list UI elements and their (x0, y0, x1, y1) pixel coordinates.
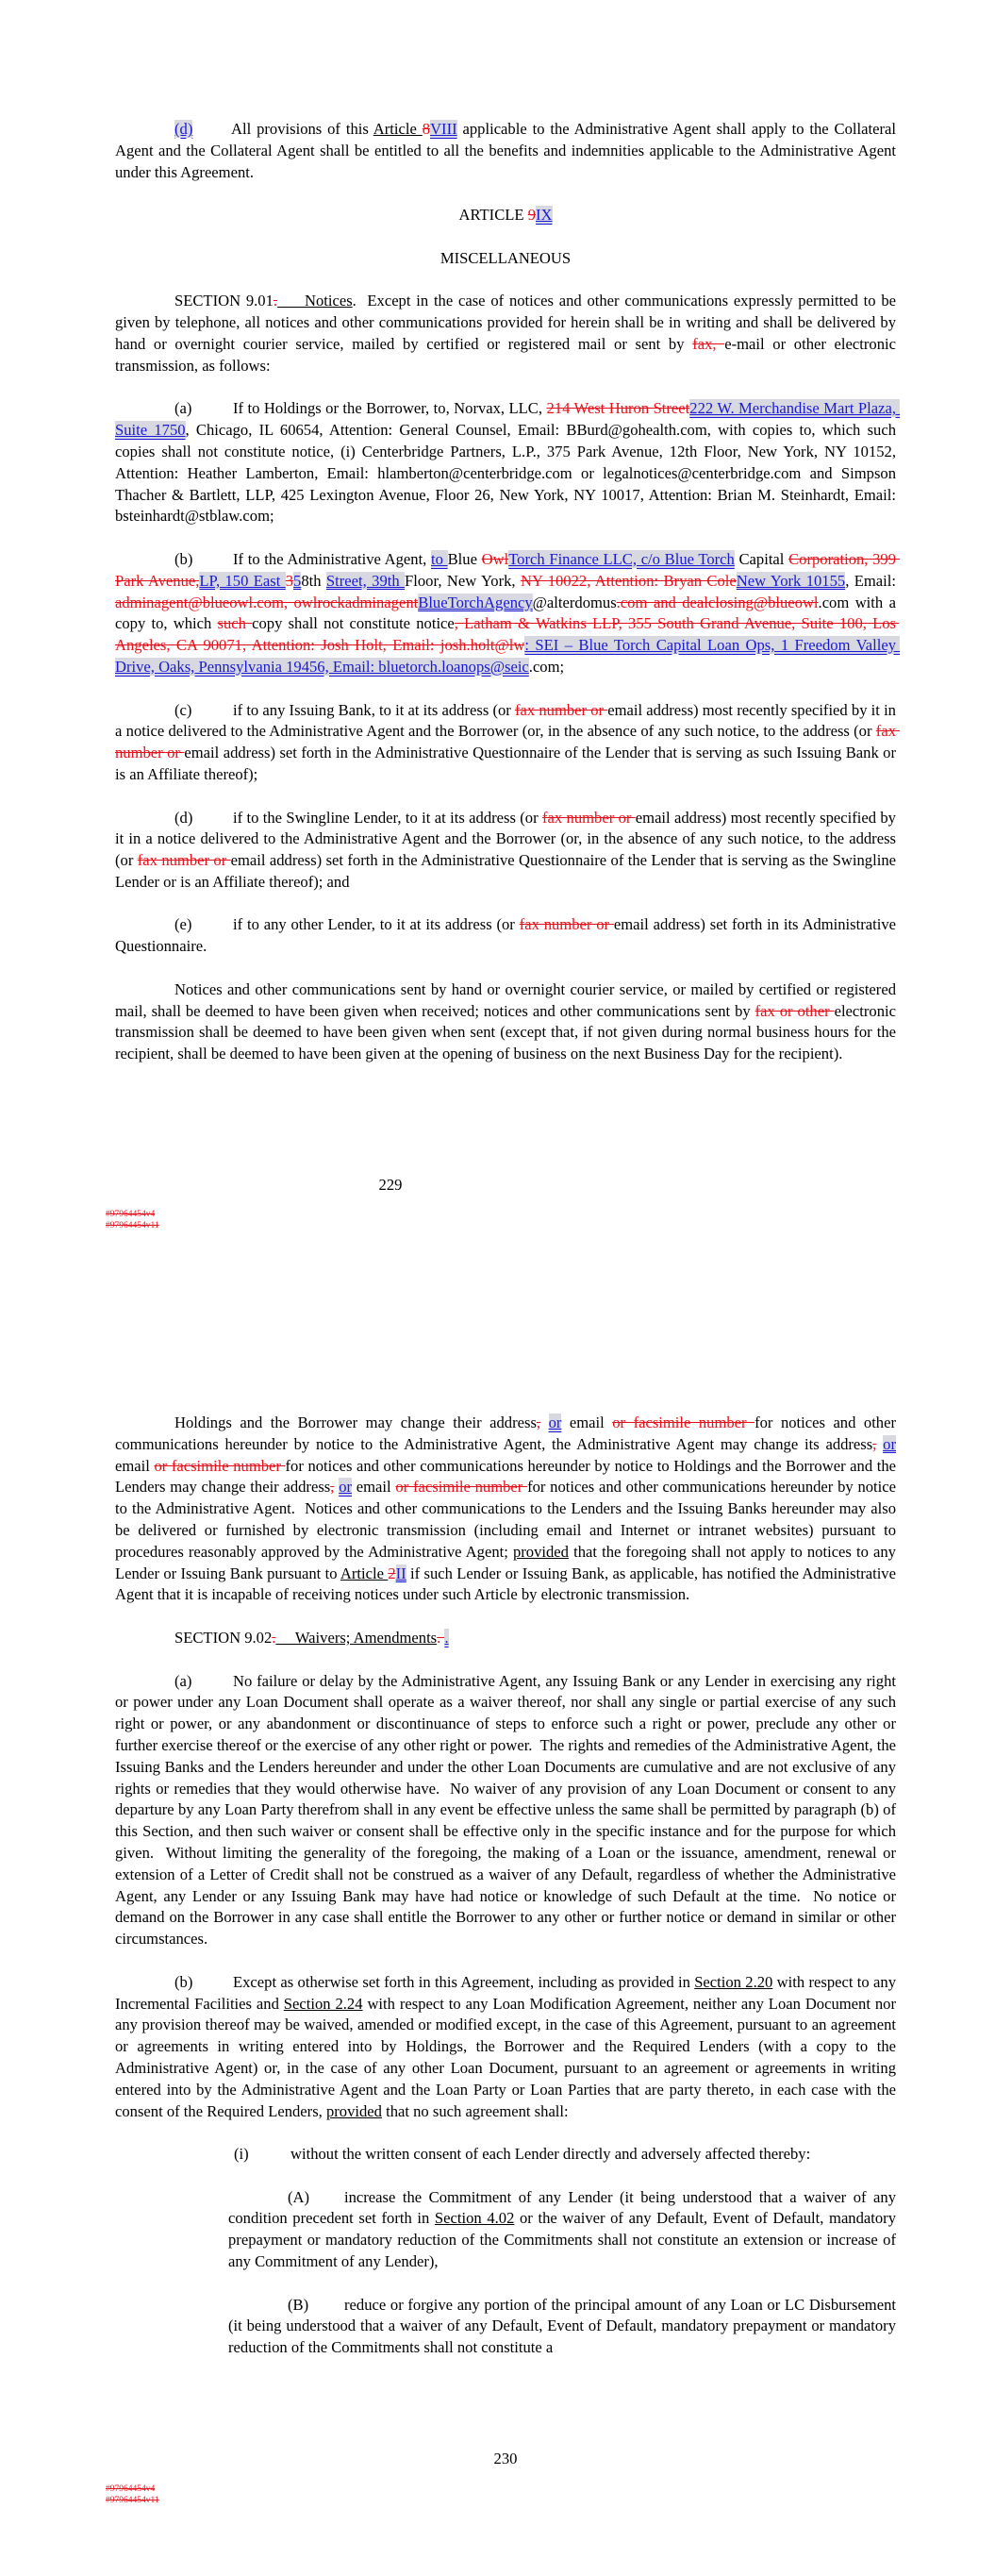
inserted-text: LP, 150 East (199, 571, 286, 590)
paragraph (115, 291, 901, 376)
deleted-text: .com and dealclosing@blueowl (616, 593, 819, 611)
paragraph (115, 700, 901, 786)
text-run: for notices and other communications hereunder by notice to the Administrative Agent, the Administrative Agent may change its address (115, 1413, 901, 1453)
text-run: applicable to the Administrative Agent shall apply to the Collateral Agent and the Collateral Agent shall be entitled to all the benefits and indemnities applicable to the Administrative Agent under this Agreement. (115, 120, 901, 181)
text-run: or the waiver of any Default, Event of Default, mandatory prepayment or mandatory reduction of the Commitments shall not constitute an extension or increase of any Commitment of any Lender), (228, 2209, 901, 2271)
underlined-reference: Section 2.24 (283, 1994, 363, 2013)
paragraph-label (174, 119, 231, 141)
inserted-text: or (339, 1478, 353, 1497)
text-run: without the written consent of each Lender directly and adversely affected thereby: (290, 2145, 811, 2164)
page-number: 230 (493, 2450, 518, 2467)
text-run: . Except in the case of notices and other communications expressly permitted to be given by telephone, all notices and other communications provided for herein shall be in writing and shall be delivered by hand or overnight courier service, mailed by certified or registered mail or sent by (115, 292, 901, 353)
text-run: copy shall not constitute notice (252, 614, 455, 633)
text-run: SECTION 9.01 (174, 292, 274, 310)
text-run: increase the Commitment of any Lender (it being understood that a waiver of any condition precedent set forth in (228, 2187, 901, 2228)
text-run: (a) (174, 1671, 192, 1690)
text-run (540, 1413, 549, 1431)
text-run: email address) set forth in its Administrative Questionnaire. (115, 915, 901, 956)
inserted-text: : SEI – Blue Torch Capital Loan Ops, 1 Freedom Valley Drive, Oaks, Pennsylvania 19456, Email: bluetorch.loanops@seic (115, 636, 901, 676)
text-run: (e) (174, 915, 192, 934)
deleted-text: 8 (422, 120, 431, 138)
text-run: Capital (734, 549, 789, 568)
text-run: (d) (174, 808, 193, 827)
text-run: for notices and other communications hereunder by notice to the Administrative Agent. Notices and other communications to the Lenders and the Issuing Banks hereunder may also be delivered or furnished by electronic transmission (including email and Internet or intranet websites) pursuant to procedures reasonably approved by the Administrative Agent; (115, 1478, 901, 1561)
deleted-text: or facsimile number (612, 1413, 755, 1431)
text-run: with respect to any Loan Modification Agreement, neither any Loan Document nor any provision thereof may be waived, amended or modified except, in the case of this Agreement, pursuant to an agreement or agreements in writing entered into by Holdings, the Borrower and the Required Lenders (with a copy to the Administrative Agent) or, in the case of any other Loan Document, pursuant to an agreement or agreements in writing entered into by the Administrative Agent and the Loan Party or Loan Parties that are party thereto, in each case with the consent of the Required Lenders, (115, 1994, 901, 2120)
text-run: electronic transmission shall be deemed to have been given when sent (except that, if not given during normal business hours for the recipient, shall be deemed to have been given at the opening of business on the next Business Day for the recipient). (115, 1001, 901, 1063)
deleted-text: . (273, 292, 278, 310)
paragraph-label (174, 398, 233, 420)
text-run: that no such agreement shall: (381, 2101, 569, 2120)
text-run: email address) set forth in the Administrative Questionnaire of the Lender that is serving as the Swingline Lender or is an Affiliate thereof); and (115, 851, 901, 891)
paragraph-label (288, 2187, 344, 2209)
text-run: email address) most recently specified by it in a notice delivered to the Administrative Agent and the Borrower (or, in the absence of any such notice, to the address (or (115, 808, 901, 870)
text-run: , Chicago, IL 60654, Attention: General Counsel, Email: BBurd@gohealth.com, with copies to, which such copies shall not constitute notice, (i) Centerbridge Partners, L.P., 375 Park Avenue, 12th Floor, New York, NY 10152, Attention: Heather Lamberton, Email: hlamberton@centerbridge.com or legalnotices@centerbridge.com and Simpson Thacher & Bartlett, LLP, 425 Lexington Avenue, Floor 26, New York, NY 10017, Attention: Brian M. Steinhardt, Email: bsteinhardt@stblaw.com; (115, 421, 901, 526)
inserted-text: VIII (430, 120, 457, 138)
paragraph (115, 119, 901, 183)
deleted-text: 3 (285, 571, 294, 590)
deleted-text: fax number or (519, 915, 614, 934)
underlined-reference: Notices (277, 292, 353, 310)
paragraph-label (174, 1972, 233, 1994)
inserted-text: IX (536, 206, 553, 225)
paragraph (115, 1413, 901, 1606)
deleted-text: fax number or (542, 808, 636, 827)
document-page-230 (115, 1413, 901, 2381)
text-run: (b) (174, 1972, 193, 1991)
deleted-text: fax or other (755, 1001, 835, 1020)
text-run: reduce or forgive any portion of the principal amount of any Loan or LC Disbursement (it being understood that a waiver of any Default, Event of Default, mandatory prepayment or mandatory reduction of the Commitments shall not constitute a (228, 2295, 901, 2357)
text-run: SECTION 9.02 (174, 1628, 273, 1647)
paragraph (115, 549, 901, 678)
deleted-text: . (272, 1628, 276, 1647)
text-run: If to Holdings or the Borrower, to, Norvax, LLC, (233, 399, 547, 418)
deleted-text: 214 West Huron Street (546, 399, 690, 418)
deleted-text: fax, (692, 334, 725, 353)
page-body (115, 119, 901, 1065)
text-run: (B) (288, 2295, 309, 2314)
doc-id: #97964454v4 (106, 2484, 156, 2494)
text-run: .com; (528, 657, 565, 676)
text-run: Holdings and the Borrower may change their address (174, 1413, 537, 1431)
paragraph-label (174, 808, 233, 829)
text-run: if to any Issuing Bank, to it at its address (or (233, 700, 515, 719)
text-run: email (352, 1478, 396, 1497)
text-run: with respect to any Incremental Facilities and (115, 1972, 901, 2013)
document-ids (106, 1209, 159, 1231)
text-run: if to any other Lender, to it at its address (or (233, 915, 520, 934)
deleted-text: or facsimile number (154, 1456, 286, 1475)
paragraph (115, 1628, 896, 1649)
text-run: Floor, New York, (405, 571, 521, 590)
deleted-text: fax number or (115, 722, 901, 762)
text-run: ARTICLE (458, 206, 528, 225)
paragraph (115, 1671, 901, 1950)
document-ids (106, 2484, 159, 2506)
inserted-text: or (548, 1413, 562, 1431)
paragraph-label (174, 914, 233, 936)
heading (115, 205, 896, 226)
inserted-text: New York 10155 (736, 571, 846, 590)
paragraph-label (174, 1671, 233, 1693)
paragraph (115, 1972, 901, 2123)
text-run: Notices and other communications sent by hand or overnight courier service, or mailed by certified or registered mail, shall be deemed to have been given when received; notices and other communications sent by (115, 979, 901, 1020)
underlined-reference: provided (512, 1542, 569, 1561)
text-run: email (561, 1413, 613, 1431)
deleted-text: . (437, 1628, 445, 1647)
text-run: MISCELLANEOUS (439, 248, 572, 267)
underlined-reference: Section 4.02 (434, 2209, 515, 2228)
paragraph (115, 2187, 901, 2273)
document-page-229 (115, 119, 901, 1087)
text-run: (b) (174, 549, 193, 568)
deleted-text: adminagent@blueowl.com, owlrockadminagent (115, 593, 419, 611)
text-run: for notices and other communications hereunder by notice to Holdings and the Borrower and the Lenders may change their address (115, 1456, 901, 1497)
heading (115, 248, 896, 270)
inserted-text: Street, 39th (325, 571, 406, 590)
inserted-text: 222 W. Merchandise Mart Plaza, Suite 1750 (115, 399, 901, 440)
text-run: email address) set forth in the Administrative Questionnaire of the Lender that is serving as such Issuing Bank or is an Affiliate thereof); (115, 744, 901, 783)
text-run: All provisions of this (231, 120, 373, 138)
text-run: (i) (234, 2145, 249, 2164)
doc-id: #97964454v4 (106, 1210, 156, 1219)
text-run: Except as otherwise set forth in this Agreement, including as provided in (233, 1972, 695, 1991)
deleted-text: or facsimile number (395, 1478, 528, 1497)
doc-id: #97964454v11 (106, 1221, 159, 1230)
deleted-text: , Latham & Watkins LLP, 355 South Grand Avenue, Suite 100, Los Angeles, CA 90071, Attention: Josh Holt, Email: josh.holt@lw (115, 614, 900, 655)
deleted-text: 2 (388, 1564, 396, 1582)
deleted-text: , (536, 1413, 541, 1431)
deleted-text: , (330, 1478, 335, 1497)
text-run: (a) (174, 399, 192, 418)
text-run: e-mail or other electronic transmission, as follows: (115, 334, 901, 375)
text-run: email (115, 1434, 901, 1475)
page-body (115, 1413, 901, 2359)
underlined-reference: Section 2.20 (694, 1972, 773, 1991)
page-number: 229 (378, 1176, 403, 1194)
text-run: .com with a copy to, which (115, 593, 901, 633)
text-run: 8th (301, 571, 326, 590)
paragraph-label (174, 549, 233, 571)
text-run: (A) (288, 2187, 310, 2206)
text-run: if to the Swingline Lender, to it at its address (or (233, 808, 542, 827)
deleted-text: , (872, 1434, 877, 1453)
inserted-text: . (444, 1628, 449, 1647)
paragraph (115, 2144, 896, 2166)
text-run: No failure or delay by the Administrative Agent, any Issuing Bank or any Lender in exercising any right or power under any Loan Document shall operate as a waiver thereof, nor shall any single or partial exercise of any such right or power, or any abandonment or discontinuance of steps to enforce such a right or power, preclude any other or further exercise thereof or the exercise of any other right or power. The rights and remedies of the Administrative Agent, the Issuing Banks and the Lenders hereunder and under the other Loan Documents are cumulative and are not exclusive of any rights or remedies that they would otherwise have. No waiver of any provision of any Loan Document or consent to any departure by any Loan Party therefrom shall in any event be effective unless the same shall be permitted by paragraph (b) of this Section, and then such waiver or consent shall be effective only in the specific instance and for the purpose for which given. Without limiting the generality of the foregoing, the making of a Loan or the issuance, amendment, renewal or extension of a Letter of Credit shall not be construed as a waiver of any Default, regardless of whether the Administrative Agent, any Lender or any Issuing Bank may have had notice or knowledge of such Default at the time. No notice or demand on the Borrower in any case shall entitle the Borrower to any other or further notice or demand in similar or other circumstances. (115, 1671, 901, 1949)
underlined-reference: Waivers; Amendments (275, 1628, 438, 1647)
text-run: If to the Administrative Agent, (233, 549, 432, 568)
inserted-text: Torch Finance LLC, c/o Blue Torch (508, 549, 735, 568)
text-run: (c) (174, 700, 192, 719)
inserted-text: BlueTorchAgency (418, 593, 533, 611)
paragraph-label (174, 700, 233, 722)
paragraph (115, 914, 901, 958)
paragraph (115, 398, 901, 527)
paragraph-label (288, 2295, 344, 2317)
inserted-text: II (395, 1564, 406, 1582)
underlined-reference: provided (325, 2101, 382, 2120)
text-run: @alterdomus (532, 593, 617, 611)
deleted-text: fax number or (515, 700, 608, 719)
text-run: if such Lender or Issuing Bank, as applicable, has notified the Administrative Agent that it is incapable of receiving notices under such Article by electronic transmission. (115, 1564, 900, 1604)
inserted-text: 5 (293, 571, 302, 590)
deleted-text: fax number or (137, 851, 231, 870)
underlined-reference: Article (340, 1564, 389, 1582)
deleted-text: Corporation, 399 Park Avenue, (115, 549, 901, 590)
inserted-text: (d) (174, 120, 193, 138)
text-run: , Email: (845, 571, 901, 590)
underlined-reference: Article (373, 120, 423, 138)
paragraph (115, 979, 901, 1065)
text-run: email address) most recently specified by it in a notice delivered to the Administrative Agent and the Borrower (or, in the absence of any such notice, to the address (or (115, 700, 901, 741)
deleted-text: such (217, 614, 253, 633)
paragraph-label (234, 2144, 290, 2166)
deleted-text: Owl (481, 549, 509, 568)
deleted-text: NY 10022, Attention: Bryan Cole (520, 571, 737, 590)
text-run: Blue (447, 549, 482, 568)
paragraph (115, 808, 901, 894)
text-run: that the foregoing shall not apply to notices to any Lender or Issuing Bank pursuant to (115, 1542, 901, 1582)
doc-id: #97964454v11 (106, 2496, 159, 2505)
inserted-text: to (431, 549, 448, 568)
paragraph (115, 2295, 901, 2359)
deleted-text: 9 (527, 206, 536, 225)
inserted-text: or (883, 1434, 896, 1453)
